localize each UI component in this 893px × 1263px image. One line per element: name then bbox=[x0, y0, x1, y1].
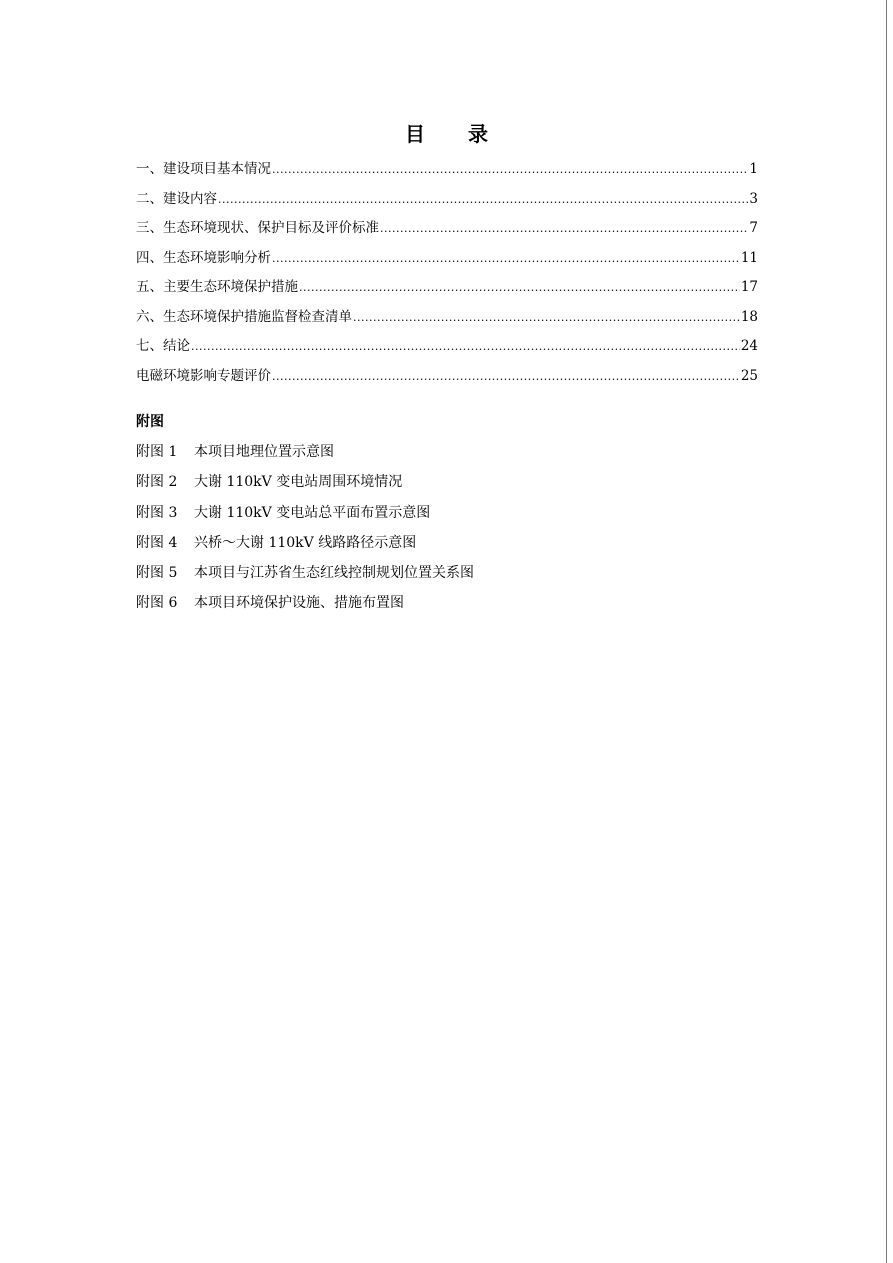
figure-label: 附图 4 bbox=[136, 534, 178, 551]
toc-dot-leader bbox=[353, 306, 740, 330]
toc-dot-leader bbox=[272, 247, 740, 271]
toc-entry-label: 一、建设项目基本情况 bbox=[136, 161, 271, 177]
toc-entry[interactable] bbox=[136, 334, 758, 364]
toc-dot-leader bbox=[191, 335, 740, 359]
figure-item[interactable] bbox=[136, 531, 474, 561]
toc-entry-page: 24 bbox=[740, 338, 758, 354]
figure-text: 大谢 110kV 变电站周围环境情况 bbox=[194, 474, 403, 491]
figure-label: 附图 1 bbox=[136, 444, 178, 460]
toc-entry-label: 二、建设内容 bbox=[136, 190, 217, 207]
toc-entry[interactable] bbox=[136, 157, 758, 187]
toc-entry[interactable] bbox=[136, 216, 758, 246]
figure-item[interactable] bbox=[136, 501, 474, 531]
figure-text: 本项目环境保护设施、措施布置图 bbox=[194, 595, 404, 612]
toc-entry-page: 17 bbox=[740, 279, 758, 295]
toc-entry[interactable] bbox=[136, 305, 758, 335]
toc-list bbox=[136, 157, 758, 393]
toc-dot-leader bbox=[380, 217, 748, 241]
toc-entry[interactable] bbox=[136, 246, 758, 276]
toc-entry-page: 25 bbox=[740, 367, 758, 384]
toc-dot-leader bbox=[272, 158, 748, 182]
figure-item[interactable] bbox=[136, 591, 474, 621]
toc-entry-page: 18 bbox=[740, 308, 758, 325]
toc-entry-label: 三、生态环境现状、保护目标及评价标准 bbox=[136, 220, 379, 236]
toc-entry-label: 电磁环境影响专题评价 bbox=[136, 367, 271, 384]
toc-title: 目 录 bbox=[405, 122, 506, 146]
toc-entry-label: 六、生态环境保护措施监督检查清单 bbox=[136, 308, 352, 325]
figure-label: 附图 6 bbox=[136, 595, 178, 612]
toc-entry-page: 3 bbox=[749, 190, 758, 207]
figure-text: 兴桥～大谢 110kV 线路路径示意图 bbox=[194, 534, 417, 551]
toc-entry[interactable] bbox=[136, 275, 758, 305]
figure-text: 本项目地理位置示意图 bbox=[194, 444, 334, 460]
toc-entry-label: 四、生态环境影响分析 bbox=[136, 249, 271, 266]
figures-heading: 附图 bbox=[136, 414, 164, 430]
toc-entry[interactable] bbox=[136, 187, 758, 217]
figure-label: 附图 3 bbox=[136, 504, 178, 521]
toc-entry-page: 11 bbox=[740, 249, 758, 266]
toc-dot-leader bbox=[218, 188, 748, 212]
figures-list bbox=[136, 440, 474, 622]
toc-entry-page: 7 bbox=[749, 220, 758, 236]
toc-entry-label: 五、主要生态环境保护措施 bbox=[136, 279, 298, 295]
toc-dot-leader bbox=[272, 365, 740, 389]
toc-entry[interactable] bbox=[136, 364, 758, 394]
figure-item[interactable] bbox=[136, 440, 474, 470]
figure-item[interactable] bbox=[136, 561, 474, 591]
toc-entry-label: 七、结论 bbox=[136, 338, 190, 354]
figure-item[interactable] bbox=[136, 470, 474, 500]
figure-text: 本项目与江苏省生态红线控制规划位置关系图 bbox=[194, 565, 474, 582]
figure-text: 大谢 110kV 变电站总平面布置示意图 bbox=[194, 504, 431, 521]
toc-dot-leader bbox=[299, 276, 740, 300]
page-edge-divider bbox=[886, 0, 887, 1263]
toc-entry-page: 1 bbox=[749, 161, 758, 177]
figure-label: 附图 2 bbox=[136, 474, 178, 491]
figure-label: 附图 5 bbox=[136, 565, 178, 582]
